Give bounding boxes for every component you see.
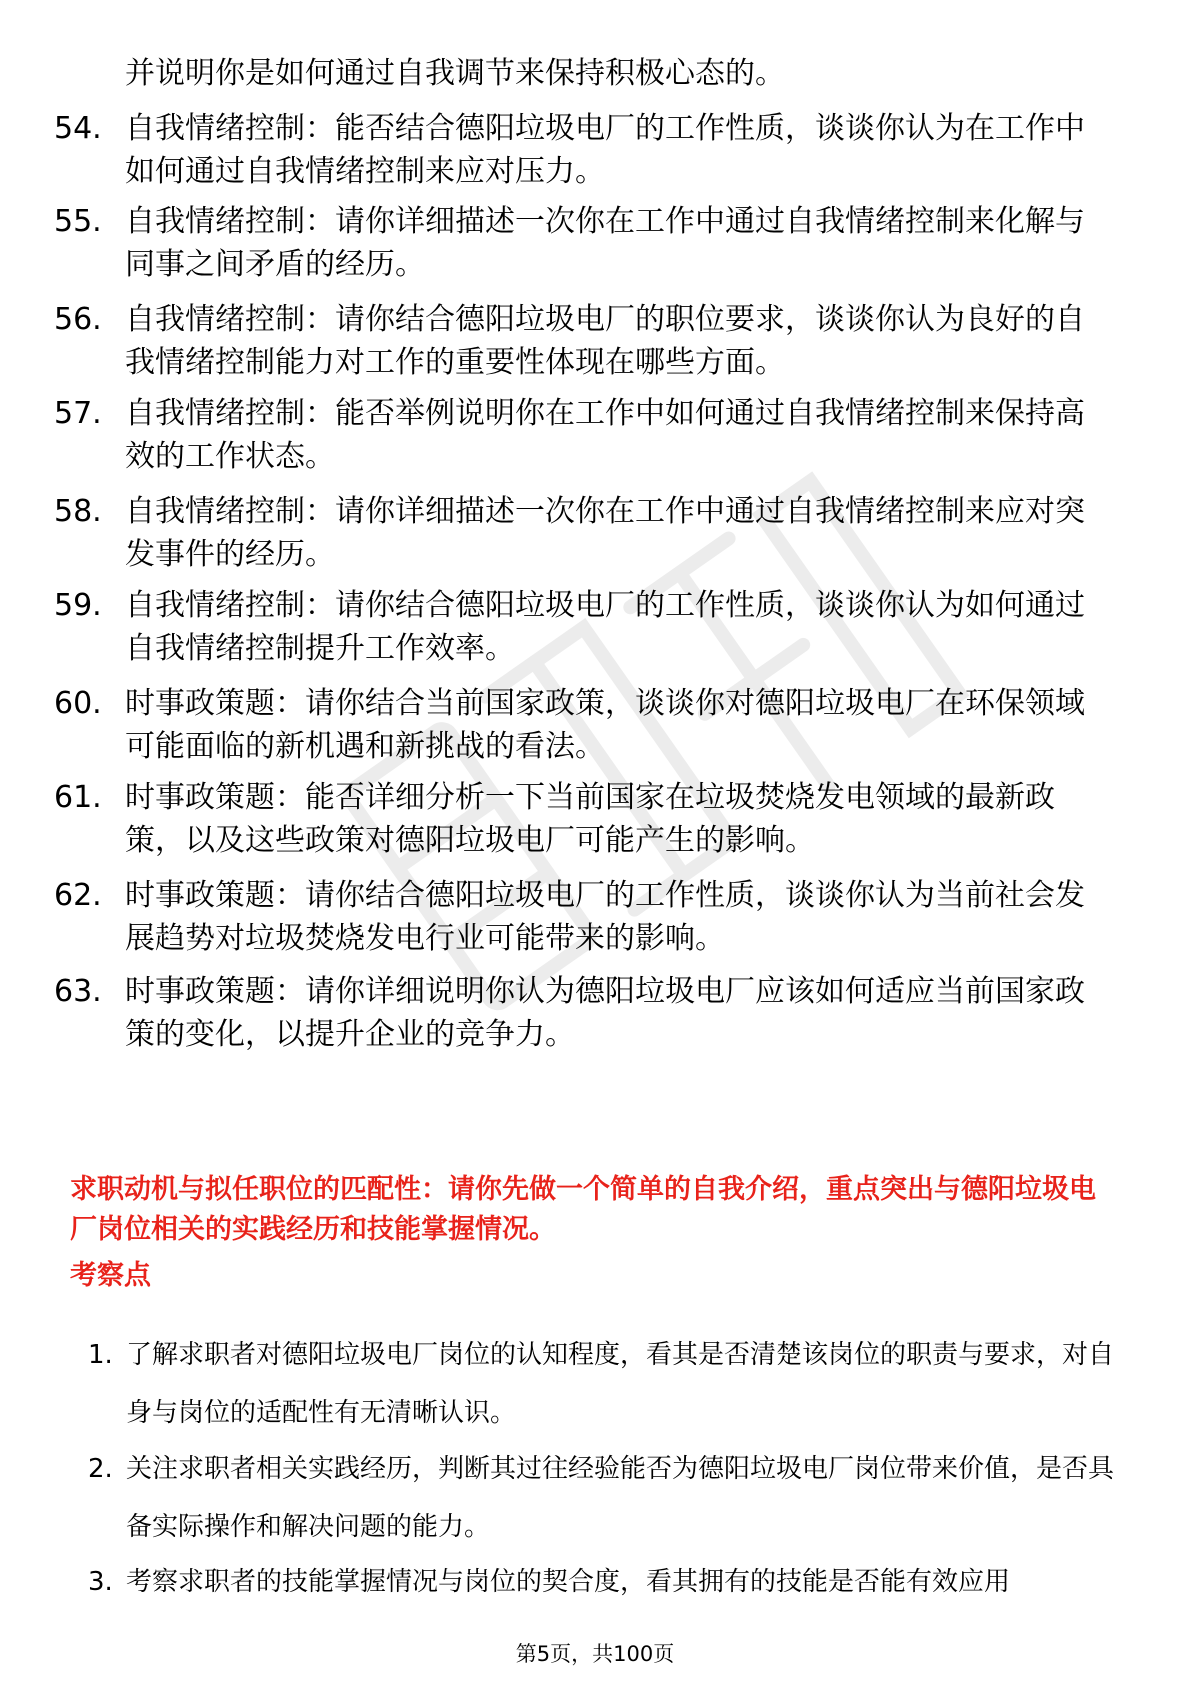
question-text: 自我情绪控制：请你结合德阳垃圾电厂的工作性质，谈谈你认为如何通过自我情绪控制提升工作效率。 [125, 588, 1085, 666]
question-item [54, 107, 1114, 193]
question-item [54, 874, 1114, 960]
point-number: 1. [88, 1340, 113, 1370]
page-footer: 第5页，共100页 [515, 1642, 675, 1666]
question-text: 时事政策题：请你结合当前国家政策，谈谈你对德阳垃圾电厂在环保领域可能面临的新机遇和新挑战的看法。 [125, 686, 1085, 764]
question-number: 62. [54, 878, 102, 913]
question-text: 自我情绪控制：请你详细描述一次你在工作中通过自我情绪控制来应对突发事件的经历。 [125, 494, 1085, 572]
question-item [54, 490, 1114, 576]
question-text: 自我情绪控制：请你结合德阳垃圾电厂的职位要求，谈谈你认为良好的自我情绪控制能力对工作的重要性体现在哪些方面。 [125, 302, 1085, 380]
question-number: 56. [54, 302, 102, 337]
question-number: 60. [54, 686, 102, 721]
question-text: 时事政策题：能否详细分析一下当前国家在垃圾焚烧发电领域的最新政策，以及这些政策对德阳垃圾电厂可能产生的影响。 [125, 780, 1055, 858]
question-item [54, 392, 1114, 478]
question-item [54, 200, 1114, 286]
point-text: 考察求职者的技能掌握情况与岗位的契合度，看其拥有的技能是否能有效应用 [126, 1567, 1011, 1597]
question-number: 63. [54, 974, 102, 1009]
question-number: 58. [54, 494, 102, 529]
question-number: 55. [54, 204, 102, 239]
question-item [54, 682, 1114, 768]
point-text: 关注求职者相关实践经历，判断其过往经验能否为德阳垃圾电厂岗位带来价值，是否具备实际操作和解决问题的能力。 [126, 1454, 1115, 1542]
assessment-point [88, 1326, 1118, 1442]
question-number: 54. [54, 111, 102, 146]
point-number: 3. [88, 1567, 113, 1597]
question-item [54, 776, 1114, 862]
question-number: 61. [54, 780, 102, 815]
question-text: 时事政策题：请你详细说明你认为德阳垃圾电厂应该如何适应当前国家政策的变化，以提升企业的竞争力。 [125, 974, 1085, 1052]
question-number: 57. [54, 396, 102, 431]
question-number: 59. [54, 588, 102, 623]
assessment-point [88, 1553, 1118, 1611]
question-text: 自我情绪控制：能否结合德阳垃圾电厂的工作性质，谈谈你认为在工作中如何通过自我情绪控制来应对压力。 [125, 111, 1085, 189]
point-number: 2. [88, 1454, 113, 1484]
point-text: 了解求职者对德阳垃圾电厂岗位的认知程度，看其是否清楚该岗位的职责与要求，对自身与岗位的适配性有无清晰认识。 [126, 1340, 1115, 1428]
assessment-point [88, 1440, 1118, 1556]
question-item [54, 970, 1114, 1056]
question-text: 自我情绪控制：能否举例说明你在工作中如何通过自我情绪控制来保持高效的工作状态。 [125, 396, 1085, 474]
assessment-points-heading: 考察点 [70, 1260, 151, 1291]
question-item [54, 584, 1114, 670]
question-text: 自我情绪控制：请你详细描述一次你在工作中通过自我情绪控制来化解与同事之间矛盾的经历。 [125, 204, 1085, 282]
question-text: 时事政策题：请你结合德阳垃圾电厂的工作性质，谈谈你认为当前社会发展趋势对垃圾焚烧发电行业可能带来的影响。 [125, 878, 1085, 956]
question-continuation: 并说明你是如何通过自我调节来保持积极心态的。 [125, 56, 785, 91]
question-item [54, 298, 1114, 384]
section-heading: 求职动机与拟任职位的匹配性：请你先做一个简单的自我介绍，重点突出与德阳垃圾电厂岗位相关的实践经历和技能掌握情况。 [70, 1174, 1096, 1245]
